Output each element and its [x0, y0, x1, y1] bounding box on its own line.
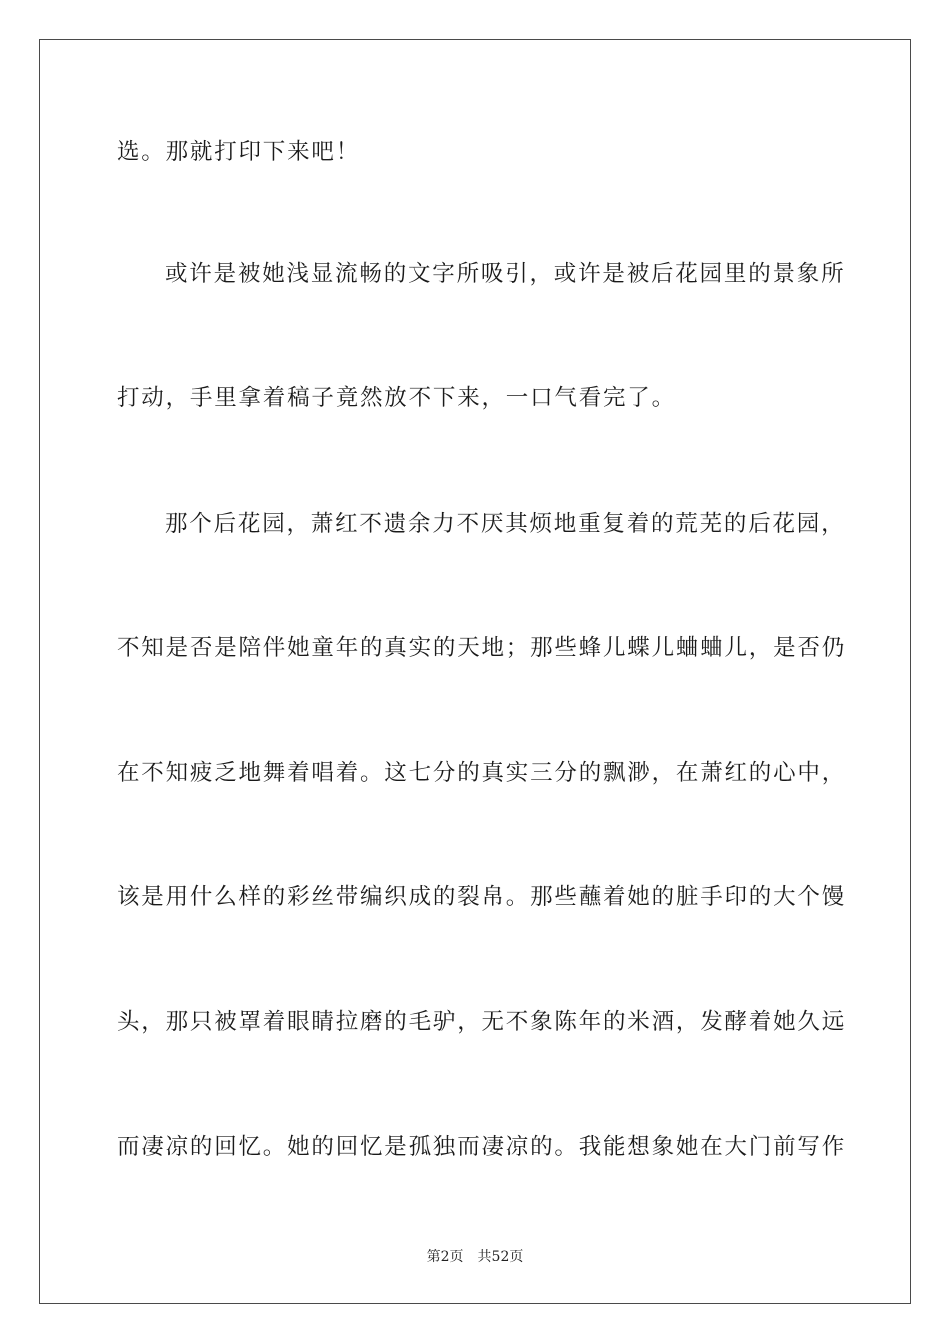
- text-line-6: 在不知疲乏地舞着唱着。这七分的真实三分的飘渺，在萧红的心中，: [117, 760, 847, 786]
- text-line-1: 选。那就打印下来吧！: [117, 139, 361, 165]
- page-border: [39, 39, 911, 1304]
- text-line-3: 打动，手里拿着稿子竟然放不下来，一口气看完了。: [117, 385, 676, 411]
- text-line-5: 不知是否是陪伴她童年的真实的天地；那些蜂儿蝶儿蛐蛐儿，是否仍: [117, 635, 847, 661]
- text-line-8: 头，那只被罩着眼睛拉磨的毛驴，无不象陈年的米酒，发酵着她久远: [117, 1009, 847, 1035]
- page-number-total: 共52页: [477, 1249, 524, 1265]
- text-line-7: 该是用什么样的彩丝带编织成的裂帛。那些蘸着她的脏手印的大个馒: [117, 884, 847, 910]
- text-line-9: 而凄凉的回忆。她的回忆是孤独而凄凉的。我能想象她在大门前写作: [117, 1134, 847, 1160]
- text-line-2: 或许是被她浅显流畅的文字所吸引，或许是被后花园里的景象所: [165, 261, 846, 287]
- page-footer: [0, 1248, 950, 1266]
- text-line-4: 那个后花园，萧红不遗余力不厌其烦地重复着的荒芜的后花园，: [165, 511, 846, 537]
- page-number-current: 第2页: [426, 1249, 464, 1265]
